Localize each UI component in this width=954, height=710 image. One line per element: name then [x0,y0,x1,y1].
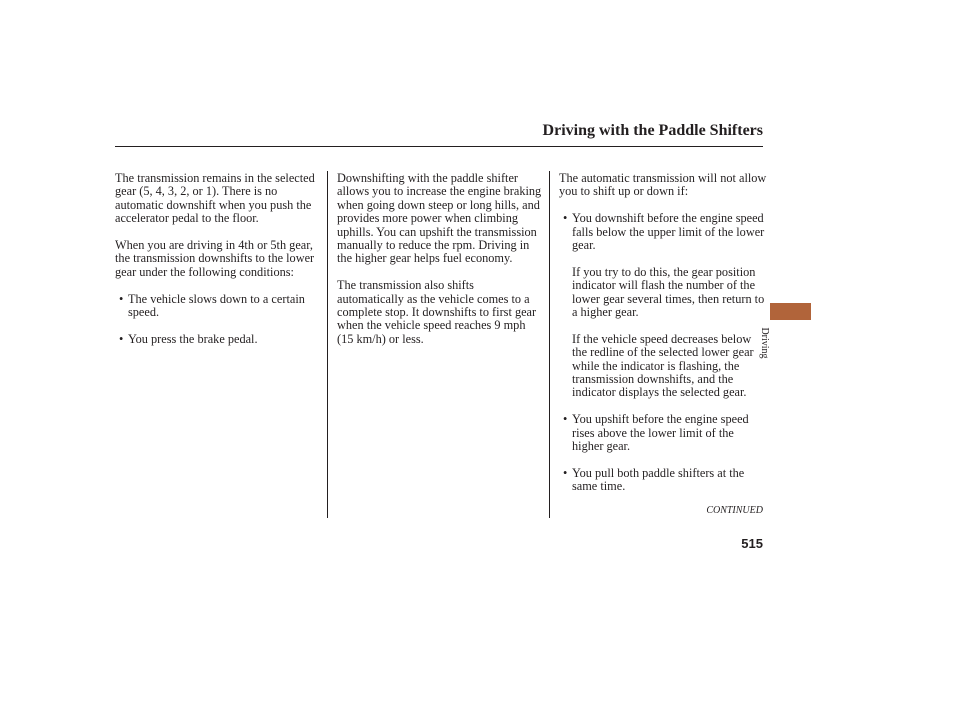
page-number: 515 [741,536,763,551]
paragraph: Downshifting with the paddle shifter allows you to increase the engine braking when going down steep or long hills, and provides more power when climbing uphills. You can upshift the transmission manually to reduce the rpm. Driving in the higher gear helps fuel economy. [337,171,542,266]
continued-label: CONTINUED [706,505,763,516]
paragraph: The transmission also shifts automatically as the vehicle comes to a complete stop. It downshifts to first gear when the vehicle speed reaches 9 mph (15 km/h) or less. [337,278,537,346]
column-divider [549,171,550,518]
text-column-middle [337,172,543,360]
section-tab [770,303,811,320]
bullet-item: • You upshift before the engine speed rises above the lower limit of the higher gear. [559,413,767,453]
sub-paragraph: If the vehicle speed decreases below the redline of the selected lower gear while the indicator is flashing, the transmission downshifts, and the indicator displays the selected gear. [572,331,754,400]
paragraph: The automatic transmission will not allow you to shift up or down if: [559,171,767,199]
column-divider [327,171,328,518]
bullet-item: • The vehicle slows down to a certain speed. [115,293,317,320]
text-column-left [115,172,317,360]
bullet-item: • You downshift before the engine speed falls below the upper limit of the lower gear. [559,212,767,252]
paragraph: When you are driving in 4th or 5th gear, the transmission downshifts to the lower gear under the following conditions: [115,238,315,279]
bullet-item: • You press the brake pedal. [115,333,317,346]
paragraph: The transmission remains in the selected gear (5, 4, 3, 2, or 1). There is no automatic downshift when you push the accelerator pedal to the floor. [115,171,315,226]
header-rule [115,146,763,147]
text-column-right [559,172,767,507]
section-label-text: Driving [759,327,770,359]
page-title: Driving with the Paddle Shifters [542,122,763,139]
sub-paragraph: If you try to do this, the gear position indicator will flash the number of the lower gear several times, then return to a higher gear. [572,264,765,320]
bullet-item: • You pull both paddle shifters at the same time. [559,467,767,494]
